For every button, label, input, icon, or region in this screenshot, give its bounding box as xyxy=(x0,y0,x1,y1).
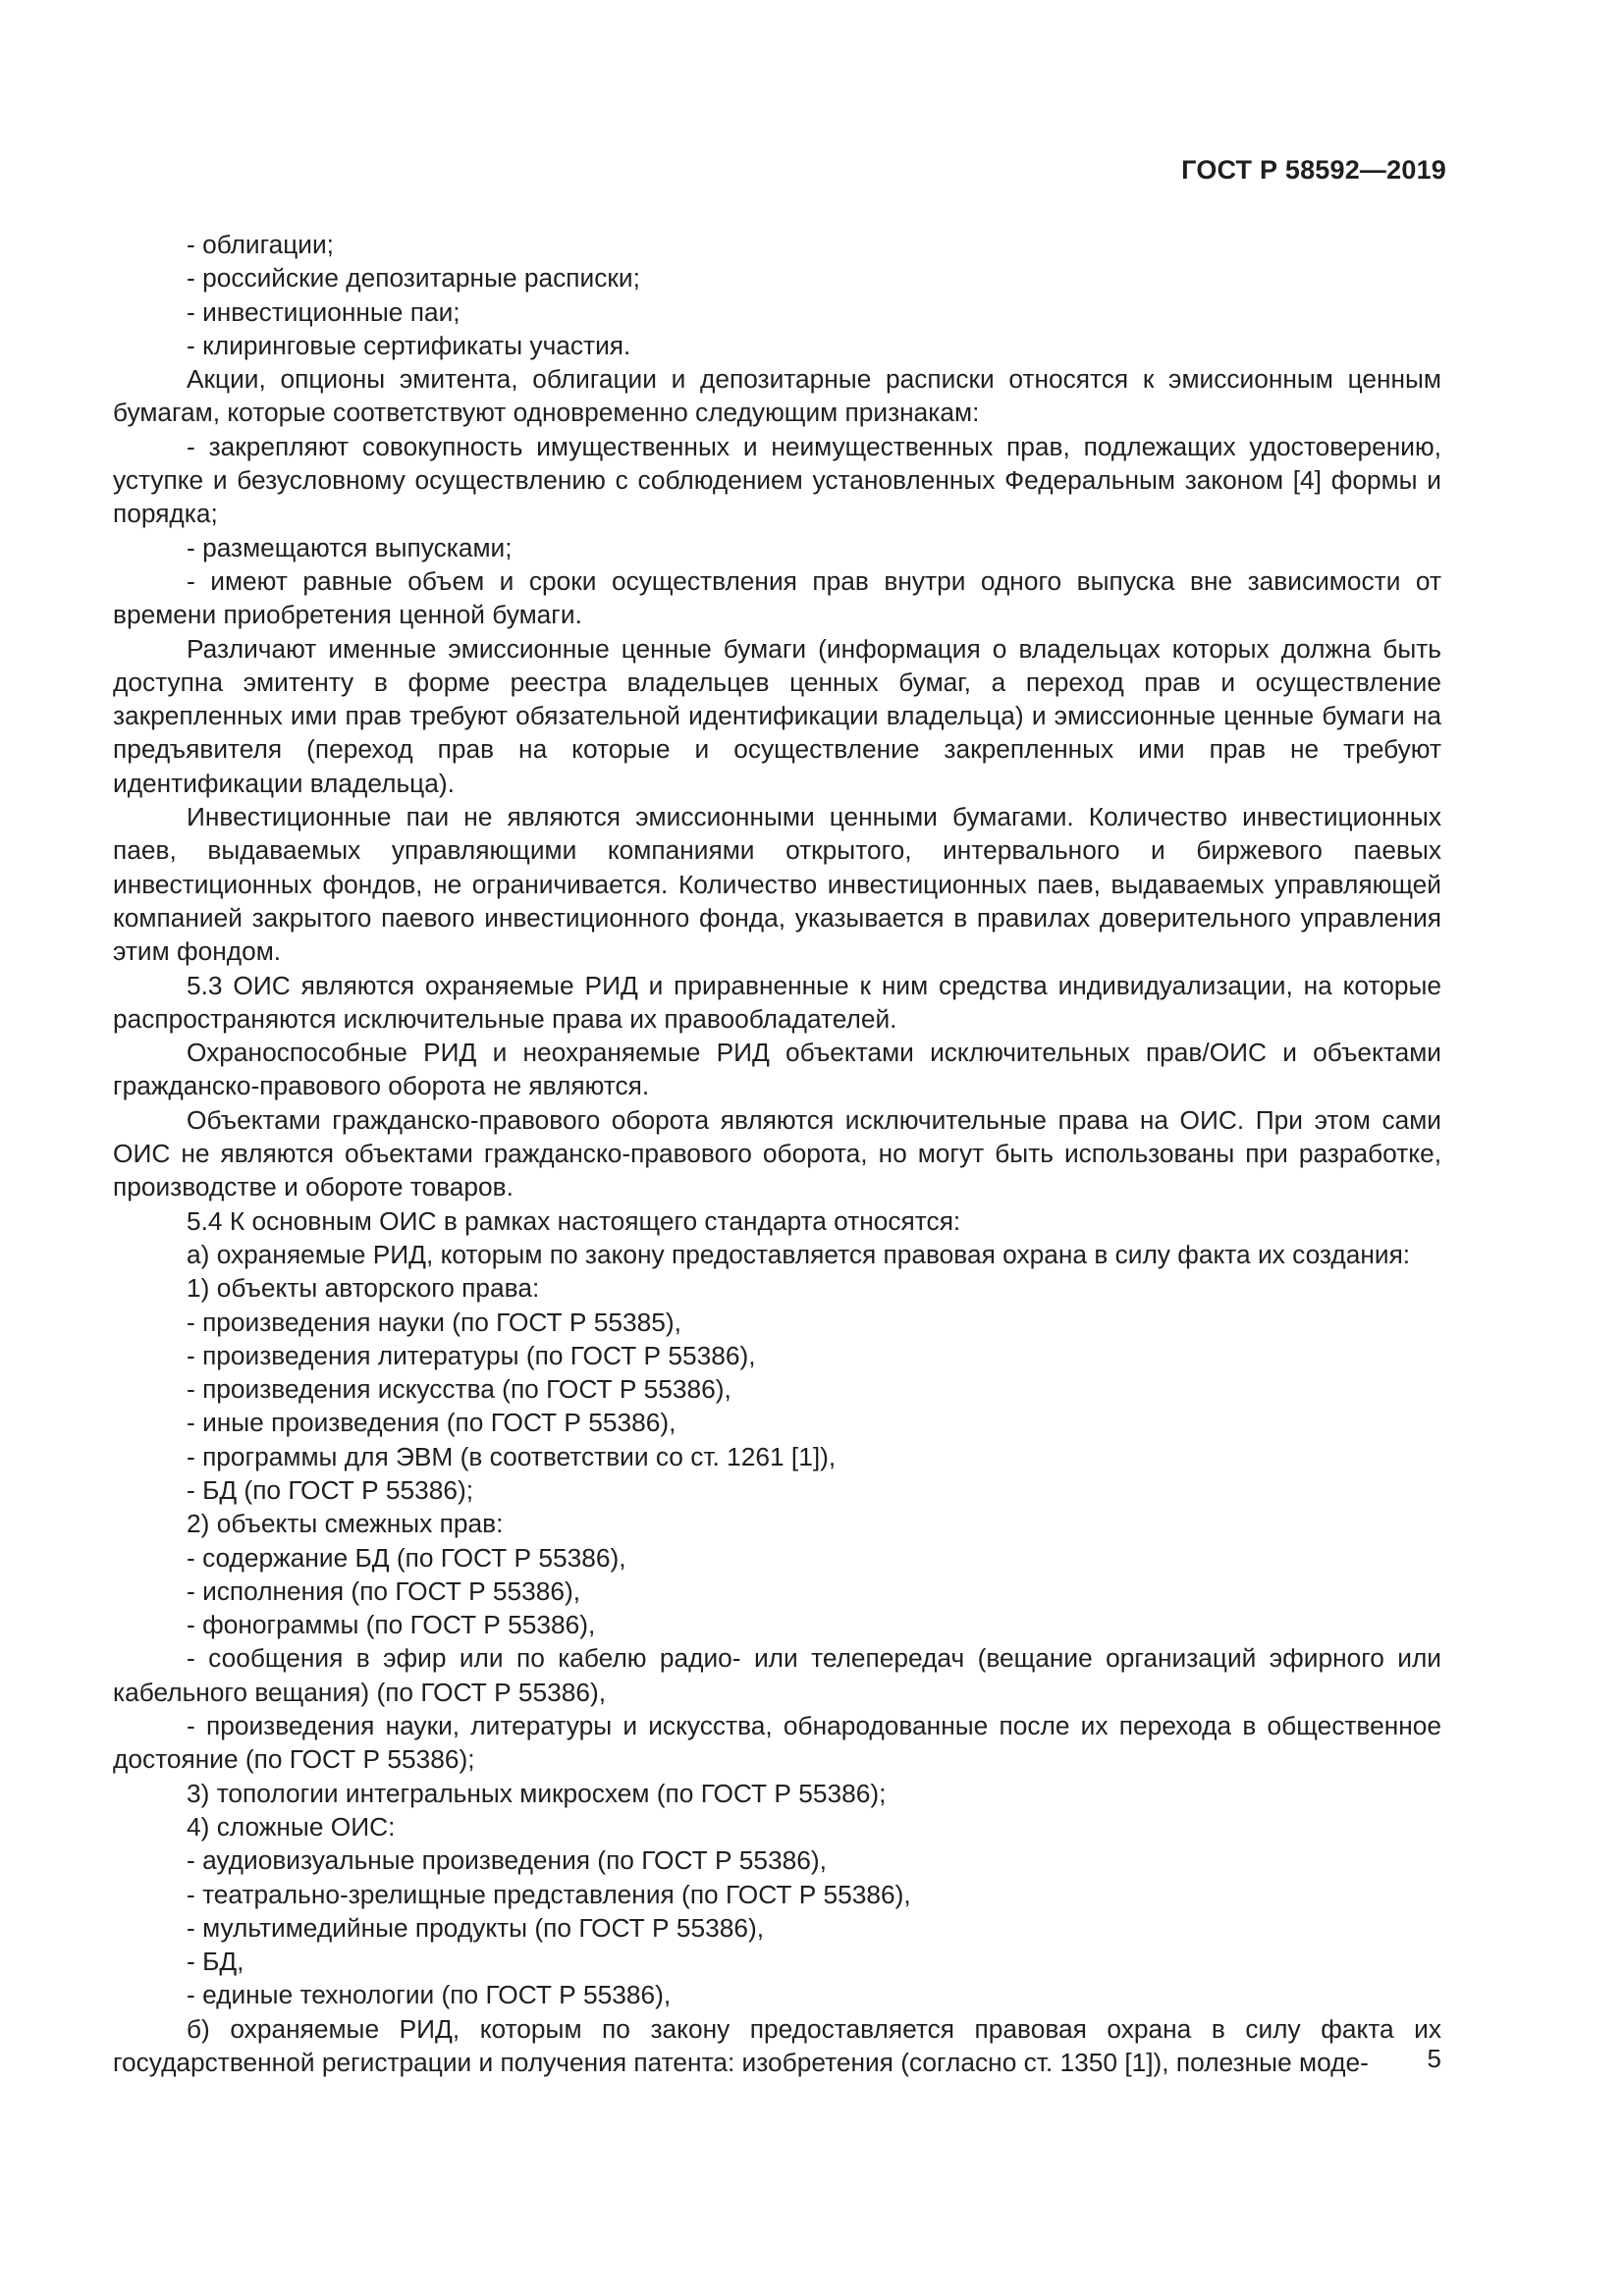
list-item: - аудиовизуальные произведения (по ГОСТ Р 55386), xyxy=(187,1845,827,1876)
list-item: 1) объекты авторского права: xyxy=(187,1273,540,1304)
paragraph: Различают именные эмиссионные ценные бумаги (информация о владельцах которых должна быть доступна эмитенту в форме реестра владельцев ценных бумаг, а переход прав и осуществление закрепленных ими прав требуют обязательной идентификации владельца) и эмиссионные ценные бумаги на предъявителя (переход прав на которые и осуществление закрепленных ими прав не требуют идентификации владельца). xyxy=(113,633,1441,798)
section-5-3: 5.3 ОИС являются охраняемые РИД и приравненные к ним средства индивидуализации, на которые распространяются исключительные права их правообладателей. xyxy=(113,970,1441,1034)
list-item: - облигации; xyxy=(187,230,334,259)
list-item: - фонограммы (по ГОСТ Р 55386), xyxy=(187,1610,596,1640)
list-item-a: а) охраняемые РИД, которым по закону предоставляется правовая охрана в силу факта их создания: xyxy=(187,1239,1411,1269)
list-item: - имеют равные объем и сроки осуществления прав внутри одного выпуска вне зависимости от времени приобретения ценной бумаги. xyxy=(113,565,1441,630)
document-header: ГОСТ Р 58592—2019 xyxy=(1181,155,1446,185)
list-item: 2) объекты смежных прав: xyxy=(187,1509,504,1539)
section-5-4: 5.4 К основным ОИС в рамках настоящего стандарта относятся: xyxy=(187,1205,961,1236)
list-item: - театрально-зрелищные представления (по ГОСТ Р 55386), xyxy=(187,1879,911,1909)
list-item: - программы для ЭВМ (в соответствии со ст. 1261 [1]), xyxy=(187,1441,837,1471)
list-item: - содержание БД (по ГОСТ Р 55386), xyxy=(187,1542,626,1573)
paragraph: Акции, опционы эмитента, облигации и депозитарные расписки относятся к эмиссионным ценным бумагам, которые соответствуют одновременно следующим признакам: xyxy=(113,364,1441,428)
list-item: - произведения науки, литературы и искусства, обнародованные после их перехода в общественное достояние (по ГОСТ Р 55386); xyxy=(113,1711,1441,1775)
document-body xyxy=(113,228,1441,2079)
list-item: - размещаются выпусками; xyxy=(187,532,513,562)
paragraph: Инвестиционные паи не являются эмиссионными ценными бумагами. Количество инвестиционных паев, выдаваемых управляющими компаниями открытого, интервального и биржевого паевых инвестиционных фондов, не ограничивается. Количество инвестиционных паев, выдаваемых управляющей компанией закрытого паевого инвестиционного фонда, указывается в правилах доверительного управления этим фондом. xyxy=(113,802,1441,967)
list-item: - иные произведения (по ГОСТ Р 55386), xyxy=(187,1408,677,1438)
list-item: - клиринговые сертификаты участия. xyxy=(187,330,631,360)
list-item: - российские депозитарные расписки; xyxy=(187,263,640,294)
list-item: - исполнения (по ГОСТ Р 55386), xyxy=(187,1575,581,1606)
list-item: - сообщения в эфир или по кабелю радио- или телепередач (вещание организаций эфирного или кабельного вещания) (по ГОСТ Р 55386), xyxy=(113,1643,1441,1707)
paragraph: Охраноспособные РИД и неохраняемые РИД объектами исключительных прав/ОИС и объектами гражданско-правового оборота не являются. xyxy=(113,1038,1441,1101)
list-item: - БД (по ГОСТ Р 55386); xyxy=(187,1474,474,1505)
list-item: - закрепляют совокупность имущественных и неимущественных прав, подлежащих удостоверению, уступке и безусловному осуществлению с соблюдением установленных Федеральным законом [4] формы и порядка; xyxy=(113,431,1441,529)
list-item: - произведения литературы (по ГОСТ Р 55386), xyxy=(187,1340,756,1370)
list-item: - произведения науки (по ГОСТ Р 55385), xyxy=(187,1307,681,1337)
list-item: 3) топологии интегральных микросхем (по ГОСТ Р 55386); xyxy=(187,1778,887,1808)
list-item: - единые технологии (по ГОСТ Р 55386), xyxy=(187,1980,672,2010)
list-item: 4) сложные ОИС: xyxy=(187,1811,396,1842)
list-item: - произведения искусства (по ГОСТ Р 55386), xyxy=(187,1374,731,1405)
list-item-b: б) охраняемые РИД, которым по закону предоставляется правовая охрана в силу факта их государственной регистрации и получения патента: изобретения (согласно ст. 1350 [1]), полезные моде- xyxy=(113,2013,1441,2078)
list-item: - БД, xyxy=(187,1947,244,1977)
list-item: - инвестиционные паи; xyxy=(187,296,460,327)
list-item: - мультимедийные продукты (по ГОСТ Р 55386), xyxy=(187,1912,765,1943)
page-number: 5 xyxy=(1427,2044,1441,2073)
paragraph: Объектами гражданско-правового оборота являются исключительные права на ОИС. При этом сами ОИС не являются объектами гражданско-правового оборота, но могут быть использованы при разработке, производстве и обороте товаров. xyxy=(113,1104,1441,1202)
